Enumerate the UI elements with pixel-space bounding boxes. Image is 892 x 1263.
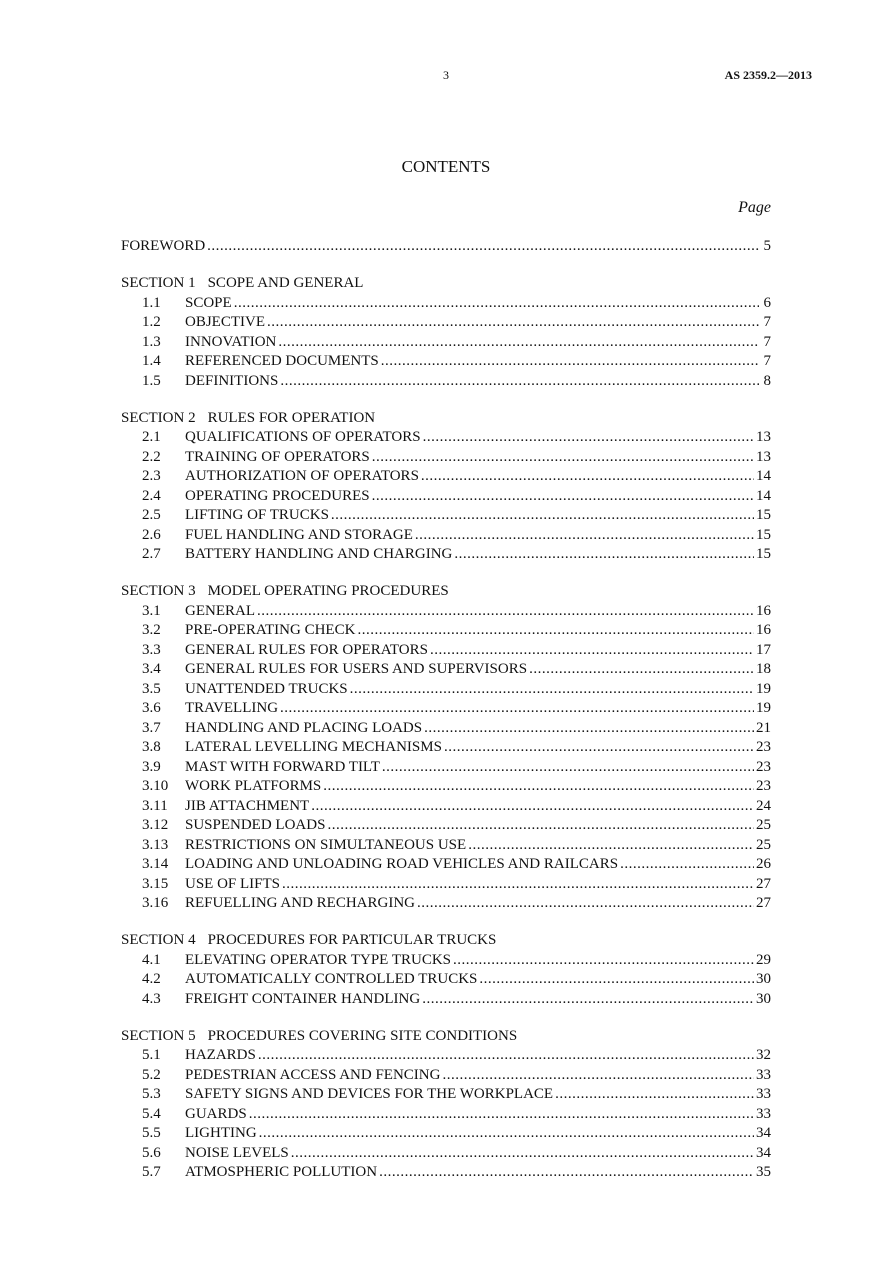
- toc-entry-number: 3.12: [142, 817, 169, 833]
- standard-number: AS 2359.2—2013: [724, 68, 812, 82]
- toc-entry-page: 14: [756, 468, 771, 484]
- toc-entry-title: FUEL HANDLING AND STORAGE: [185, 526, 413, 543]
- dot-leader: [417, 895, 754, 912]
- toc-entry[interactable]: [121, 1067, 771, 1087]
- toc-entry-page: 23: [756, 778, 771, 794]
- toc-entry-number: 3.5: [142, 680, 161, 697]
- toc-entry[interactable]: [121, 1086, 771, 1106]
- toc-entry-title: FOREWORD: [121, 238, 206, 254]
- toc-entry-page: 27: [756, 895, 771, 911]
- toc-entry-page: 6: [763, 294, 771, 311]
- toc-entry-page: 5: [763, 238, 771, 254]
- toc-entry-page: 30: [756, 990, 771, 1007]
- toc-entry-page: 27: [756, 875, 771, 892]
- toc-entry-title: TRAINING OF OPERATORS: [185, 448, 370, 465]
- dot-leader: [620, 856, 754, 873]
- toc-entry-title: HANDLING AND PLACING LOADS: [185, 719, 423, 736]
- toc-entry-title: OBJECTIVE: [185, 314, 265, 330]
- toc-entry-title: GUARDS: [185, 1105, 247, 1122]
- toc-entry-page: 19: [756, 700, 771, 716]
- toc-entry-number: 5.2: [142, 1066, 161, 1083]
- dot-leader: [430, 642, 754, 659]
- toc-entry-number: 3.9: [142, 758, 161, 775]
- toc-entry-title: LIFTING OF TRUCKS: [185, 507, 329, 523]
- toc-entry[interactable]: [121, 778, 771, 798]
- toc-entry-title: OPERATING PROCEDURES: [185, 487, 370, 504]
- dot-leader: [259, 1125, 754, 1142]
- dot-leader: [453, 952, 754, 969]
- toc-entry-page: 16: [756, 602, 771, 619]
- toc-entry-page: 30: [756, 971, 771, 987]
- toc-entry-number: 2.6: [142, 526, 161, 543]
- toc-entry-page: 13: [756, 429, 771, 445]
- toc-entry-title: USE OF LIFTS: [185, 875, 281, 892]
- toc-entry-number: 3.2: [142, 622, 161, 638]
- section-heading: [121, 1028, 771, 1048]
- toc-entry-title: GENERAL RULES FOR USERS AND SUPERVISORS: [185, 661, 528, 677]
- toc-entry-title: NOISE LEVELS: [185, 1144, 289, 1161]
- section-name: PROCEDURES FOR PARTICULAR TRUCKS: [207, 932, 497, 948]
- dot-leader: [555, 1086, 754, 1103]
- toc-entry-number: 2.5: [142, 507, 161, 523]
- section-heading: [121, 275, 771, 295]
- section-heading: [121, 410, 771, 430]
- dot-leader: [331, 507, 754, 524]
- page-column-label: Page: [738, 199, 771, 216]
- toc-entry[interactable]: [121, 507, 771, 527]
- toc-entry[interactable]: [121, 971, 771, 991]
- toc-entry-number: 1.5: [142, 372, 161, 389]
- toc-entry-number: 3.10: [142, 778, 169, 794]
- toc-entry-number: 3.3: [142, 641, 161, 658]
- toc-entry[interactable]: [121, 991, 771, 1011]
- toc-entry[interactable]: [121, 488, 771, 508]
- toc-entry[interactable]: [121, 1047, 771, 1067]
- section-name: MODEL OPERATING PROCEDURES: [207, 583, 449, 599]
- toc-entry-title: DEFINITIONS: [185, 372, 279, 389]
- toc-entry-number: 1.4: [142, 353, 161, 369]
- dot-leader: [529, 661, 754, 678]
- dot-leader: [422, 991, 754, 1008]
- toc-entry-number: 4.2: [142, 971, 161, 987]
- section-label: SECTION 5: [121, 1027, 196, 1044]
- section-name: RULES FOR OPERATION: [207, 409, 376, 426]
- toc-entry[interactable]: [121, 720, 771, 740]
- toc-entry-number: 3.7: [142, 719, 161, 736]
- toc-entry-number: 5.5: [142, 1125, 161, 1141]
- toc-entry-title: TRAVELLING: [185, 700, 279, 716]
- toc-entry-page: 34: [756, 1125, 771, 1141]
- dot-leader: [424, 720, 754, 737]
- section-label: SECTION 4: [121, 932, 196, 948]
- dot-leader: [327, 817, 754, 834]
- toc-entry-number: 2.2: [142, 448, 161, 465]
- dot-leader: [444, 739, 754, 756]
- toc-entry[interactable]: [121, 642, 771, 662]
- toc-entry-title: UNATTENDED TRUCKS: [185, 680, 348, 697]
- toc-entry[interactable]: [121, 661, 771, 681]
- toc-entry-title: AUTOMATICALLY CONTROLLED TRUCKS: [185, 971, 478, 987]
- dot-leader: [379, 1164, 754, 1181]
- toc-entry-title: FREIGHT CONTAINER HANDLING: [185, 990, 421, 1007]
- toc-entry[interactable]: [121, 449, 771, 469]
- toc-entry-page: 24: [756, 797, 771, 814]
- toc-entry[interactable]: [121, 603, 771, 623]
- toc-entry-page: 23: [756, 739, 771, 755]
- toc-entry-title: JIB ATTACHMENT: [185, 797, 310, 814]
- toc-entry-title: ELEVATING OPERATOR TYPE TRUCKS: [185, 951, 452, 968]
- toc-entry-page: 16: [756, 622, 771, 638]
- toc-entry[interactable]: [121, 876, 771, 896]
- toc-entry-page: 33: [756, 1086, 771, 1102]
- toc-entry-page: 21: [756, 719, 771, 736]
- dot-leader: [357, 622, 754, 639]
- toc-entry-title: RESTRICTIONS ON SIMULTANEOUS USE: [185, 836, 467, 853]
- toc-entry-page: 15: [756, 507, 771, 523]
- toc-entry[interactable]: [121, 373, 771, 393]
- toc-entry[interactable]: [121, 622, 771, 642]
- table-of-contents: [121, 238, 771, 1184]
- dot-leader: [323, 778, 754, 795]
- toc-entry-page: 35: [756, 1164, 771, 1180]
- toc-entry-number: 3.15: [142, 875, 169, 892]
- toc-entry[interactable]: [121, 334, 771, 354]
- toc-entry-number: 3.4: [142, 661, 161, 677]
- toc-entry-number: 1.2: [142, 314, 161, 330]
- dot-leader: [372, 488, 754, 505]
- dot-leader: [257, 603, 754, 620]
- dot-leader: [278, 334, 759, 351]
- toc-entry-page: 29: [756, 951, 771, 968]
- toc-entry-number: 5.4: [142, 1105, 161, 1122]
- toc-entry-title: QUALIFICATIONS OF OPERATORS: [185, 429, 421, 445]
- toc-entry-title: AUTHORIZATION OF OPERATORS: [185, 468, 419, 484]
- toc-entry-page: 14: [756, 487, 771, 504]
- section-heading: [121, 932, 771, 952]
- toc-entry-title: LATERAL LEVELLING MECHANISMS: [185, 739, 442, 755]
- toc-entry-page: 25: [756, 836, 771, 853]
- dot-leader: [280, 373, 759, 390]
- toc-entry-title: MAST WITH FORWARD TILT: [185, 758, 380, 775]
- toc-entry-page: 23: [756, 758, 771, 775]
- toc-entry[interactable]: [121, 1145, 771, 1165]
- dot-leader: [468, 837, 754, 854]
- section-name: PROCEDURES COVERING SITE CONDITIONS: [207, 1027, 518, 1044]
- toc-entry-page: 7: [763, 333, 771, 350]
- toc-entry-title: INNOVATION: [185, 333, 277, 350]
- toc-entry-number: 4.1: [142, 951, 161, 968]
- toc-entry-page: 33: [756, 1066, 771, 1083]
- toc-entry-page: 19: [756, 680, 771, 697]
- section-label: SECTION 2: [121, 409, 196, 426]
- page-number: 3: [443, 68, 449, 82]
- toc-entry[interactable]: [121, 739, 771, 759]
- dot-leader: [311, 798, 754, 815]
- toc-entry[interactable]: [121, 895, 771, 915]
- toc-entry-number: 3.13: [142, 836, 169, 853]
- toc-entry-title: REFERENCED DOCUMENTS: [185, 353, 379, 369]
- section-label: SECTION 3: [121, 583, 196, 599]
- page-title: CONTENTS: [401, 157, 491, 176]
- toc-entry[interactable]: [121, 856, 771, 876]
- dot-leader: [249, 1106, 754, 1123]
- toc-entry-page: 8: [763, 372, 771, 389]
- toc-entry-page: 34: [756, 1144, 771, 1161]
- toc-entry-title: SAFETY SIGNS AND DEVICES FOR THE WORKPLACE: [185, 1086, 554, 1102]
- toc-entry-title: ATMOSPHERIC POLLUTION: [185, 1164, 378, 1180]
- toc-entry[interactable]: [121, 468, 771, 488]
- toc-entry[interactable]: [121, 759, 771, 779]
- toc-entry[interactable]: [121, 952, 771, 972]
- section-label: SECTION 1: [121, 275, 196, 291]
- toc-entry-page: 18: [756, 661, 771, 677]
- toc-entry-number: 4.3: [142, 990, 161, 1007]
- toc-entry-number: 2.7: [142, 546, 161, 562]
- toc-entry-title: PRE-OPERATING CHECK: [185, 622, 356, 638]
- toc-entry-title: SCOPE: [185, 294, 232, 311]
- dot-leader: [479, 971, 754, 988]
- toc-entry-title: SUSPENDED LOADS: [185, 817, 326, 833]
- toc-entry-number: 5.7: [142, 1164, 161, 1180]
- toc-entry[interactable]: [121, 295, 771, 315]
- dot-leader: [415, 527, 754, 544]
- section-name: SCOPE AND GENERAL: [207, 275, 364, 291]
- toc-entry[interactable]: [121, 314, 771, 334]
- dot-leader: [442, 1067, 754, 1084]
- toc-entry-number: 5.1: [142, 1047, 161, 1063]
- toc-entry[interactable]: [121, 1164, 771, 1184]
- toc-entry-title: BATTERY HANDLING AND CHARGING: [185, 546, 453, 562]
- dot-leader: [372, 449, 754, 466]
- toc-entry[interactable]: [121, 429, 771, 449]
- dot-leader: [234, 295, 759, 312]
- toc-entry-number: 3.16: [142, 895, 169, 911]
- toc-entry-page: 17: [756, 641, 771, 658]
- toc-entry[interactable]: [121, 837, 771, 857]
- toc-entry-number: 3.8: [142, 739, 161, 755]
- toc-entry[interactable]: [121, 1125, 771, 1145]
- toc-entry-number: 3.6: [142, 700, 161, 716]
- toc-entry-number: 1.3: [142, 333, 161, 350]
- dot-leader: [282, 876, 754, 893]
- toc-entry[interactable]: [121, 1106, 771, 1126]
- toc-entry-number: 2.1: [142, 429, 161, 445]
- toc-entry-title: LIGHTING: [185, 1125, 257, 1141]
- dot-leader: [423, 429, 754, 446]
- toc-entry[interactable]: [121, 798, 771, 818]
- toc-entry-title: GENERAL RULES FOR OPERATORS: [185, 641, 428, 658]
- toc-entry-page: 33: [756, 1105, 771, 1122]
- toc-entry-foreword[interactable]: [121, 238, 771, 258]
- toc-entry-title: LOADING AND UNLOADING ROAD VEHICLES AND RAILCARS: [185, 856, 619, 872]
- toc-entry-number: 3.11: [142, 797, 168, 814]
- toc-entry[interactable]: [121, 527, 771, 547]
- dot-leader: [350, 681, 754, 698]
- toc-entry[interactable]: [121, 700, 771, 720]
- toc-entry-number: 5.3: [142, 1086, 161, 1102]
- toc-entry-title: REFUELLING AND RECHARGING: [185, 895, 415, 911]
- dot-leader: [382, 759, 754, 776]
- toc-entry[interactable]: [121, 681, 771, 701]
- dot-leader: [291, 1145, 754, 1162]
- toc-entry-title: WORK PLATFORMS: [185, 778, 322, 794]
- dot-leader: [381, 353, 759, 370]
- dot-leader: [421, 468, 754, 485]
- toc-entry-page: 32: [756, 1047, 771, 1063]
- toc-entry-number: 3.14: [142, 856, 169, 872]
- toc-entry-page: 26: [756, 856, 771, 872]
- toc-entry-title: PEDESTRIAN ACCESS AND FENCING: [185, 1066, 441, 1083]
- toc-entry[interactable]: [121, 353, 771, 373]
- dot-leader: [454, 546, 754, 563]
- toc-entry-page: 25: [756, 817, 771, 833]
- toc-entry-title: HAZARDS: [185, 1047, 256, 1063]
- toc-entry-page: 13: [756, 448, 771, 465]
- toc-entry-number: 2.3: [142, 468, 161, 484]
- toc-entry-number: 2.4: [142, 487, 161, 504]
- toc-entry-title: GENERAL: [185, 602, 255, 619]
- toc-entry[interactable]: [121, 817, 771, 837]
- dot-leader: [207, 238, 759, 255]
- toc-entry-page: 7: [763, 353, 771, 369]
- toc-entry-number: 5.6: [142, 1144, 161, 1161]
- dot-leader: [258, 1047, 754, 1064]
- toc-entry-number: 1.1: [142, 294, 161, 311]
- toc-entry-page: 15: [756, 526, 771, 543]
- toc-entry-page: 7: [763, 314, 771, 330]
- toc-entry-page: 15: [756, 546, 771, 562]
- dot-leader: [280, 700, 754, 717]
- section-heading: [121, 583, 771, 603]
- toc-entry-number: 3.1: [142, 602, 161, 619]
- dot-leader: [267, 314, 759, 331]
- toc-entry[interactable]: [121, 546, 771, 566]
